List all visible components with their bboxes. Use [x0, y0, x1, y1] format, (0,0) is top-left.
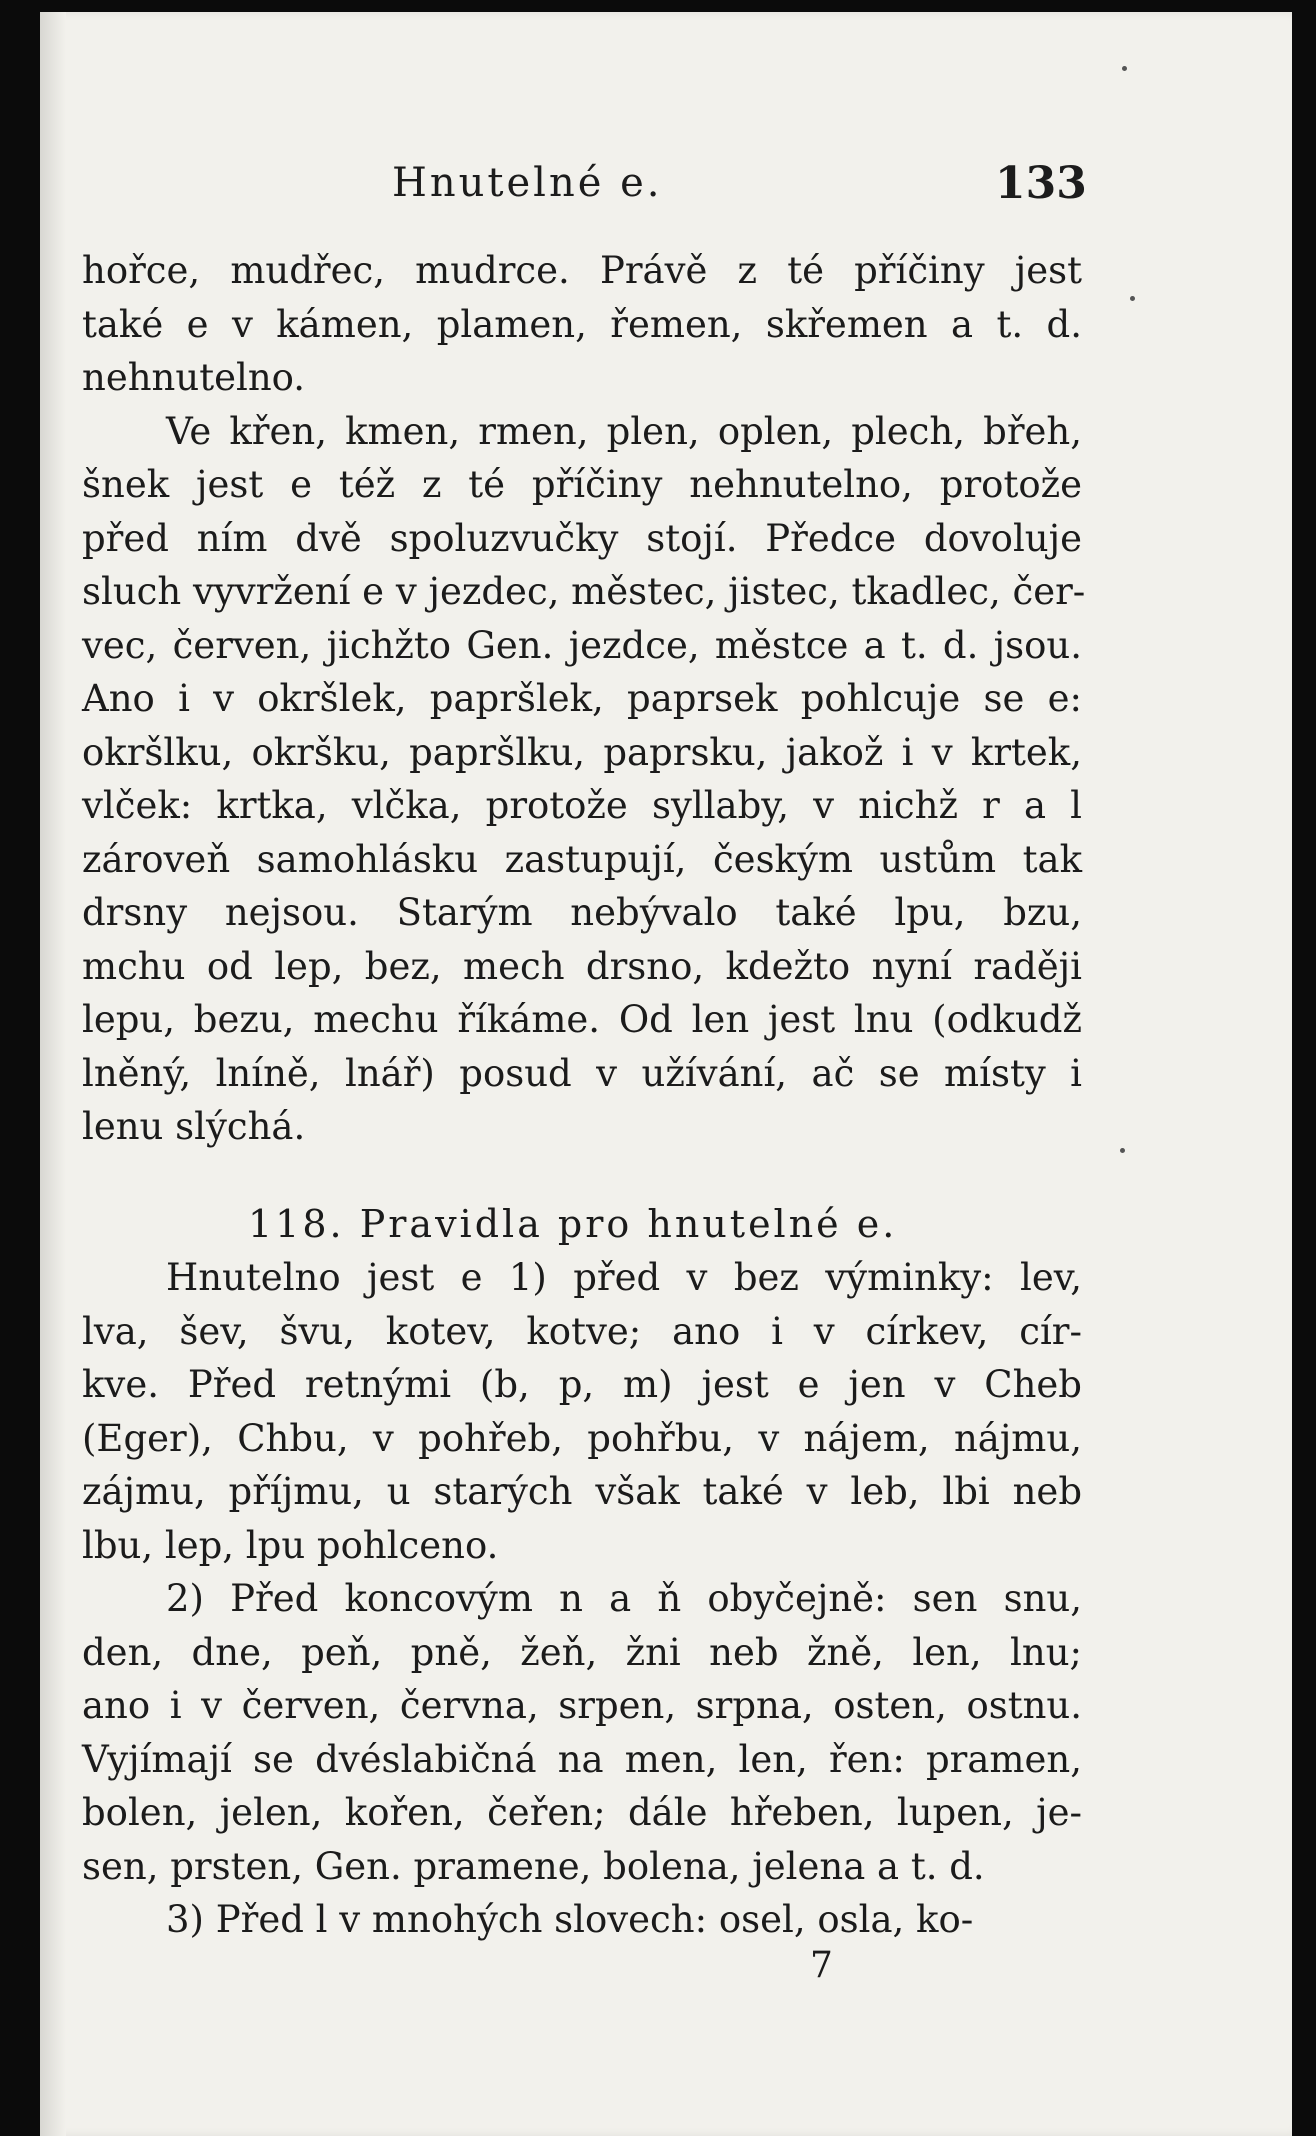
section-gap [82, 1154, 1082, 1198]
text-line: také e v kámen, plamen, řemen, skřemen a t. d. [82, 302, 1082, 346]
text-line: Ve křen, kmen, rmen, plen, oplen, plech, břeh, [166, 409, 1082, 453]
text-line: lbu, lep, lpu pohlceno. [82, 1523, 499, 1567]
text-line: před ním dvě spoluzvučky stojí. Předce dovoluje [82, 516, 1082, 560]
body-text [82, 244, 1086, 1947]
section-heading [82, 1198, 1082, 1252]
text-line: Hnutelno jest e 1) před v bez výminky: lev, [166, 1256, 1082, 1299]
text-line: (Eger), Chbu, v pohřeb, pohřbu, v nájem, nájmu, [82, 1416, 1082, 1460]
paragraph [82, 1893, 1082, 1947]
text-line: lenu slýchá. [82, 1105, 306, 1148]
page-number: 133 [995, 158, 1087, 209]
book-page [40, 12, 1292, 2136]
text-line: 3) Před l v mnohých slovech: osel, osla, ko- [166, 1898, 974, 1941]
paper-speck [1122, 66, 1127, 71]
text-line: zájmu, příjmu, u starých však také v leb, lbi neb [82, 1470, 1082, 1513]
text-line: sen, prsten, Gen. pramene, bolena, jelena a t. d. [82, 1844, 985, 1888]
text-line: zároveň samohlásku zastupují, českým ustům tak [82, 837, 1082, 881]
signature-mark: 7 [810, 1945, 833, 1986]
paragraph [82, 1572, 1082, 1893]
text-line: vec, červen, jichžto Gen. jezdce, městce a t. d. jsou. [82, 623, 1082, 667]
text-line: lva, šev, švu, kotev, kotve; ano i v církev, cír- [82, 1309, 1082, 1353]
text-line: drsny nejsou. Starým nebývalo také lpu, bzu, [82, 891, 1082, 934]
text-line: vlček: krtka, vlčka, protože syllaby, v nichž r a l [82, 784, 1082, 827]
page-header [40, 160, 1292, 220]
text-line: Ano i v okršlek, papršlek, paprsek pohlcuje se e: [82, 677, 1082, 720]
text-line: lepu, bezu, mechu říkáme. Od len jest lnu (odkudž [82, 998, 1082, 1041]
running-title: Hnutelné e. [392, 160, 663, 206]
paragraph [82, 244, 1082, 405]
text-line: mchu od lep, bez, mech drsno, kdežto nyní raději [82, 944, 1082, 988]
text-line: ano i v červen, června, srpen, srpna, osten, ostnu. [82, 1684, 1082, 1727]
text-line: sluch vyvržení e v jezdec, městec, jistec, tkadlec, čer- [82, 570, 1086, 613]
paragraph [82, 405, 1086, 1154]
text-line: nehnutelno. [82, 356, 306, 399]
text-line: Vyjímají se dvéslabičná na men, len, řen: pramen, [82, 1737, 1082, 1781]
text-line: bolen, jelen, kořen, čeřen; dále hřeben, lupen, je- [82, 1791, 1082, 1834]
text-line: lněný, lníně, lnář) posud v užívání, ač se místy i [82, 1051, 1082, 1095]
text-line: 2) Před koncovým n a ň obyčejně: sen snu, [166, 1577, 1082, 1620]
page-gutter-shadow [40, 12, 66, 2136]
section-number: 118. [248, 1201, 345, 1246]
paper-speck [1130, 296, 1135, 301]
text-line: den, dne, peň, pně, žeň, žni neb žně, len, lnu; [82, 1630, 1082, 1674]
text-line: kve. Před retnými (b, p, m) jest e jen v Cheb [82, 1363, 1082, 1406]
text-line: okršlku, okršku, papršlku, paprsku, jakož i v krtek, [82, 730, 1082, 774]
text-line: šnek jest e též z té příčiny nehnutelno, protože [82, 463, 1082, 506]
text-line: hořce, mudřec, mudrce. Právě z té příčiny jest [82, 249, 1082, 292]
paragraph [82, 1251, 1082, 1572]
section-title: Pravidla pro hnutelné e. [359, 1201, 898, 1246]
paper-speck [1120, 1148, 1125, 1153]
